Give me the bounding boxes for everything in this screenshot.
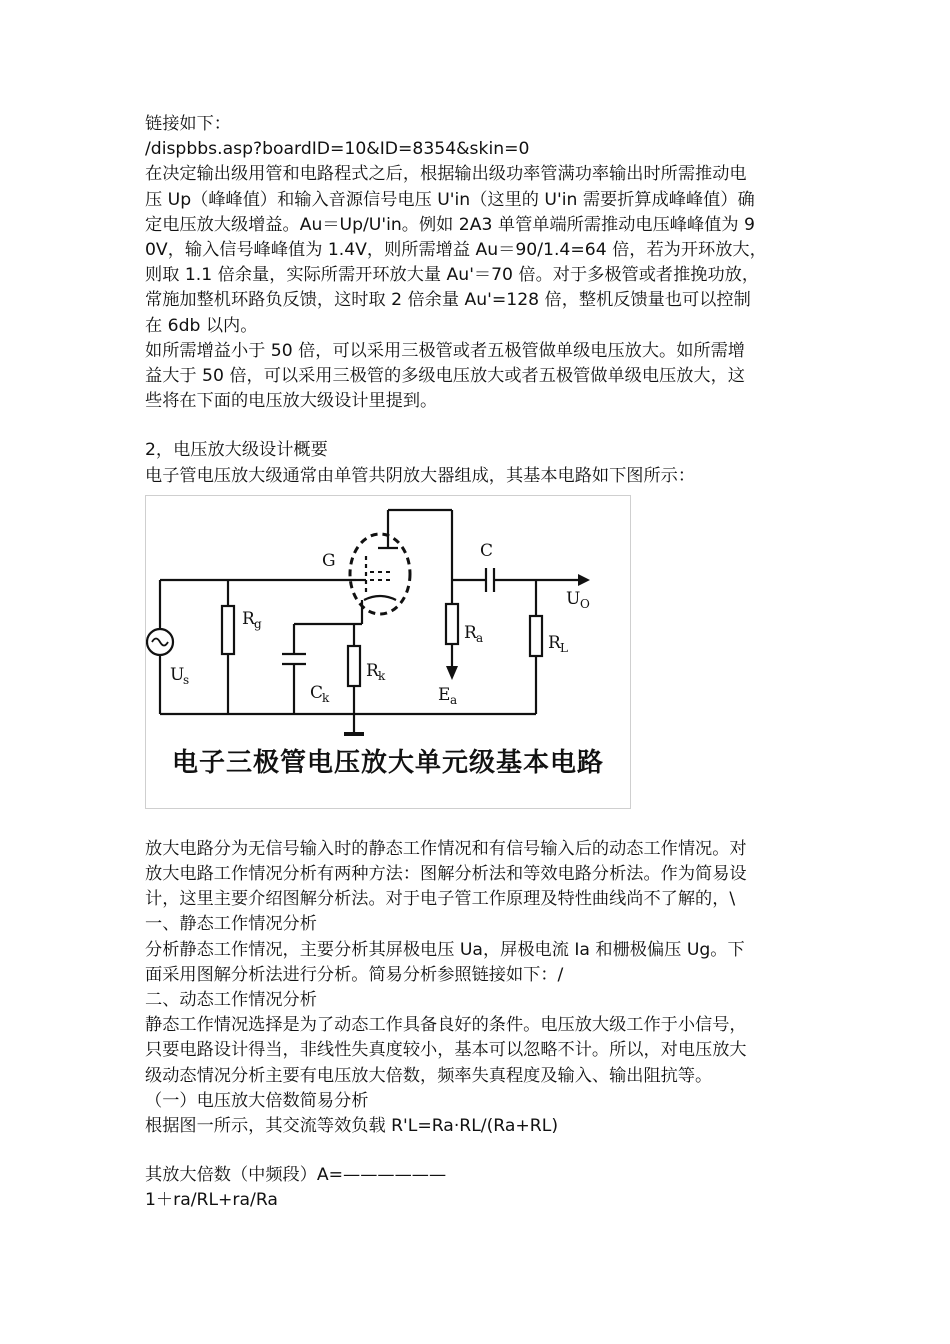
paragraph-block-3 — [145, 837, 815, 1139]
text-line: 电子管电压放大级通常由单管共阴放大器组成，其基本电路如下图所示： — [145, 465, 696, 486]
text-line: 定电压放大级增益。Au＝Up/U'in。例如 2A3 单管单端所需推动电压峰峰值为 9 — [145, 214, 755, 235]
label-ea-sub: a — [450, 692, 458, 707]
text-line: 如所需增益小于 50 倍，可以采用三极管或者五极管做单级电压放大。如所需增 — [145, 340, 745, 361]
label-g: G — [322, 550, 336, 571]
text-line: 0V，输入信号峰峰值为 1.4V，则所需增益 Au＝90/1.4=64 倍，若为开环放大， — [145, 240, 767, 261]
label-ck: C — [310, 682, 324, 703]
text-line: 只要电路设计得当，非线性失真度较小，基本可以忽略不计。所以，对电压放大 — [145, 1040, 747, 1061]
section-heading: 二、动态工作情况分析 — [145, 990, 317, 1011]
label-ra: R — [464, 622, 477, 643]
blank-line — [145, 414, 815, 438]
text-line: 放大电路分为无信号输入时的静态工作情况和有信号输入后的动态工作情况。对 — [145, 838, 747, 859]
label-ck-sub: k — [322, 690, 330, 705]
label-rl-sub: L — [560, 640, 568, 655]
label-rg-sub: g — [254, 616, 262, 631]
paragraph-block-1 — [145, 112, 815, 414]
text-line: 面采用图解分析法进行分析。简易分析参照链接如下：/ — [145, 964, 564, 985]
figure-caption: 电子三极管电压放大单元级基本电路 — [171, 747, 604, 778]
text-line: 级动态情况分析主要有电压放大倍数，频率失真程度及输入、输出阻抗等。 — [145, 1065, 713, 1086]
formula-line: 其放大倍数（中频段）A=—————— — [145, 1165, 447, 1186]
text-line: 静态工作情况选择是为了动态工作具备良好的条件。电压放大级工作于小信号， — [145, 1015, 747, 1036]
text-line: 益大于 50 倍，可以采用三极管的多级电压放大或者五极管做单级电压放大，这 — [145, 366, 745, 387]
blank-line — [145, 1139, 815, 1163]
text-line: 根据图一所示，其交流等效负载 R'L=Ra·RL/(Ra+RL) — [145, 1116, 559, 1137]
label-ea: E — [438, 684, 451, 705]
label-uo-sub: O — [580, 596, 590, 611]
text-line: 常施加整机环路负反馈，这时取 2 倍余量 Au'=128 倍，整机反馈量也可以控制 — [145, 290, 751, 311]
subsection-heading: （一）电压放大倍数简易分析 — [145, 1090, 369, 1111]
section-heading: 一、静态工作情况分析 — [145, 914, 317, 935]
label-uo: U — [566, 588, 581, 609]
label-rl: R — [548, 632, 561, 653]
paragraph-block-2 — [145, 438, 815, 488]
label-c: C — [480, 540, 494, 561]
label-us: U — [170, 664, 185, 685]
formula-line: 1＋ra/RL+ra/Ra — [145, 1190, 278, 1211]
text-line: 计，这里主要介绍图解分析法。对于电子管工作原理及特性曲线尚不了解的，\ — [145, 889, 736, 910]
text-line: 些将在下面的电压放大级设计里提到。 — [145, 391, 438, 412]
text-line: 在 6db 以内。 — [145, 315, 258, 336]
text-line: 压 Up（峰峰值）和输入音源信号电压 U'in（这里的 U'in 需要折算成峰峰值）确 — [145, 189, 755, 210]
document-page — [145, 112, 815, 1214]
text-line: 则取 1.1 倍余量，实际所需开环放大量 Au'＝70 倍。对于多极管或者推挽功放， — [145, 265, 760, 286]
text-line: 在决定输出级用管和电路程式之后，根据输出级功率管满功率输出时所需推动电 — [145, 164, 747, 185]
paragraph-block-4 — [145, 1163, 815, 1213]
circuit-figure — [145, 495, 631, 809]
label-rg: R — [242, 608, 255, 629]
section-heading: 2，电压放大级设计概要 — [145, 440, 328, 461]
label-rk: R — [366, 660, 379, 681]
text-line: 分析静态工作情况，主要分析其屏极电压 Ua，屏极电流 Ia 和栅极偏压 Ug。下 — [145, 939, 745, 960]
label-us-sub: s — [183, 672, 190, 687]
label-rk-sub: k — [378, 668, 386, 683]
text-line: 链接如下： — [145, 114, 231, 134]
text-line: 放大电路工作情况分析有两种方法：图解分析法和等效电路分析法。作为简易设 — [145, 864, 747, 885]
label-ra-sub: a — [476, 630, 484, 645]
link-text: /dispbbs.asp?boardID=10&ID=8354&skin=0 — [145, 139, 530, 160]
